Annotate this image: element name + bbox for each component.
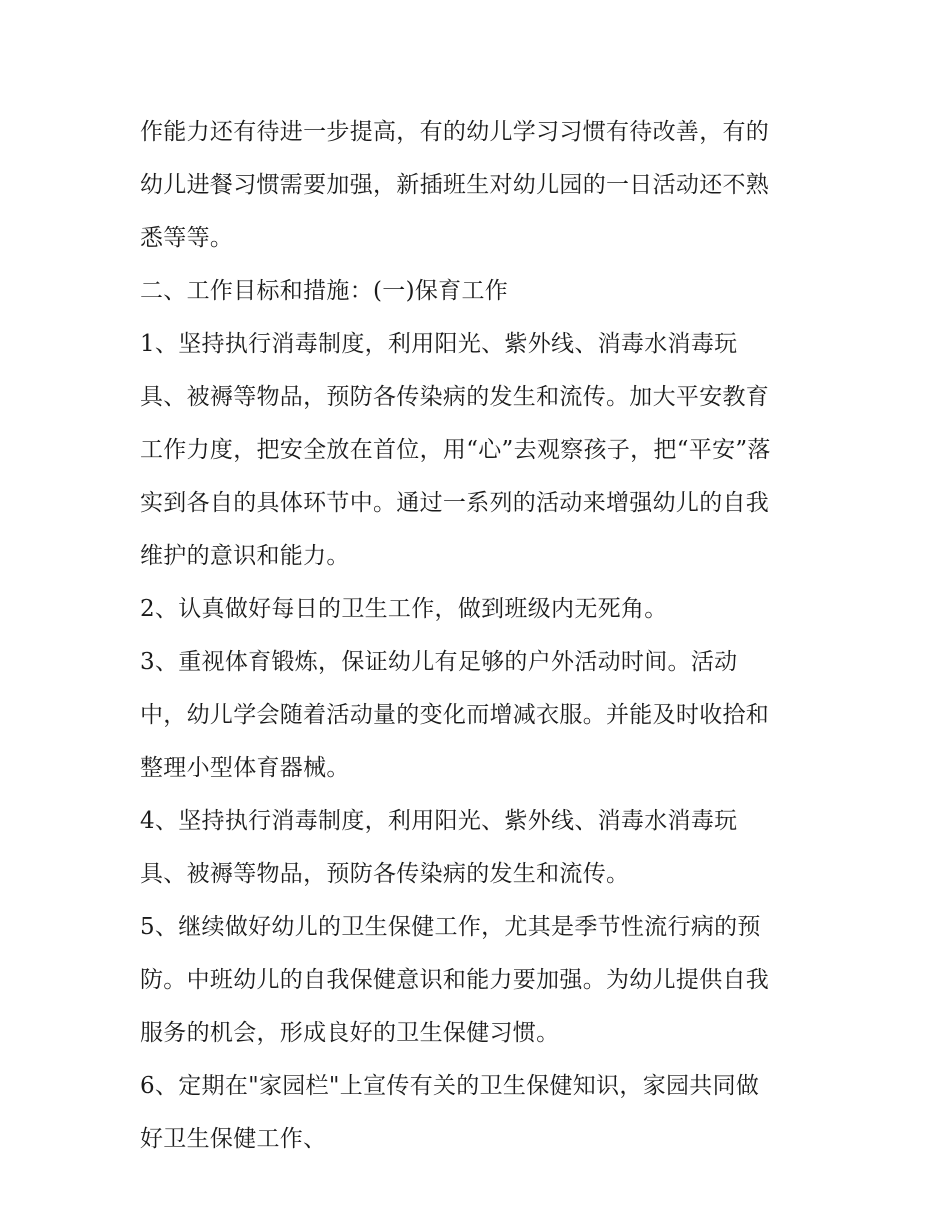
text-line: 具、被褥等物品，预防各传染病的发生和流传。 — [140, 861, 630, 887]
text-line: 好卫生保健工作、 — [140, 1126, 327, 1152]
text-line: 整理小型体育器械。 — [140, 755, 350, 781]
text-line: 具、被褥等物品，预防各传染病的发生和流传。加大平安教育 — [140, 384, 770, 410]
section-heading: 二、工作目标和措施：(一)保育工作 — [140, 278, 509, 304]
text-line: 工作力度，把安全放在首位，用“心”去观察孩子，把“平安”落 — [140, 437, 771, 463]
text-line: 6、定期在"家园栏"上宣传有关的卫生保健知识，家园共同做 — [140, 1073, 760, 1099]
text-line: 防。中班幼儿的自我保健意识和能力要加强。为幼儿提供自我 — [140, 967, 770, 993]
text-line: 实到各自的具体环节中。通过一系列的活动来增强幼儿的自我 — [140, 490, 770, 516]
text-line: 1、坚持执行消毒制度，利用阳光、紫外线、消毒水消毒玩 — [140, 331, 738, 357]
text-line: 2、认真做好每日的卫生工作，做到班级内无死角。 — [140, 596, 668, 622]
text-line: 悉等等。 — [140, 225, 234, 251]
text-line: 幼儿进餐习惯需要加强，新插班生对幼儿园的一日活动还不熟 — [140, 172, 770, 198]
text-line: 3、重视体育锻炼，保证幼儿有足够的户外活动时间。活动 — [140, 649, 738, 675]
text-line: 中，幼儿学会随着活动量的变化而增减衣服。并能及时收拾和 — [140, 702, 770, 728]
text-line: 维护的意识和能力。 — [140, 543, 350, 569]
text-line: 作能力还有待进一步提高，有的幼儿学习习惯有待改善，有的 — [140, 119, 770, 145]
text-line: 4、坚持执行消毒制度，利用阳光、紫外线、消毒水消毒玩 — [140, 808, 738, 834]
document-body — [140, 106, 820, 1166]
text-line: 服务的机会，形成良好的卫生保健习惯。 — [140, 1020, 560, 1046]
text-line: 5、继续做好幼儿的卫生保健工作，尤其是季节性流行病的预 — [140, 914, 761, 940]
